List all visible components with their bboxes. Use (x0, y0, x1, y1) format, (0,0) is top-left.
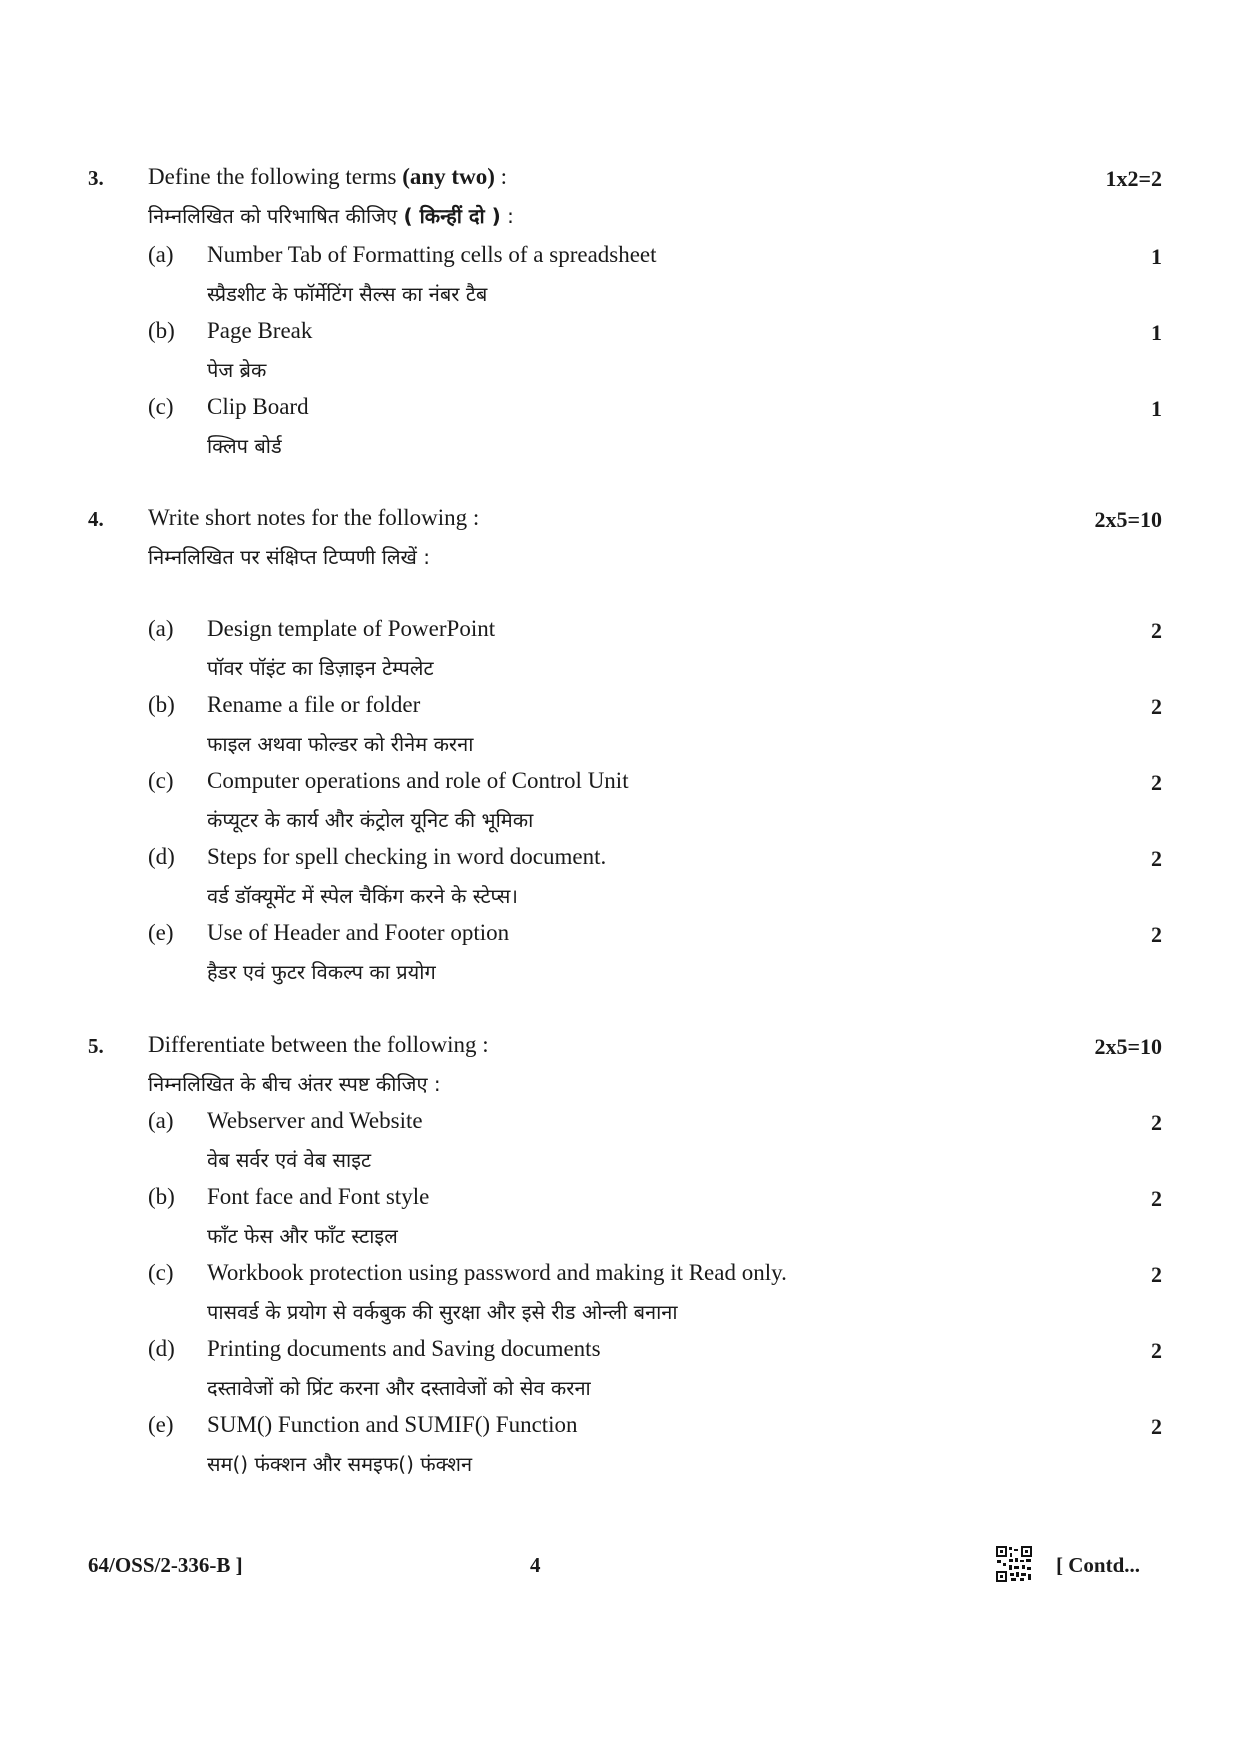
part-marks: 2 (1151, 1186, 1162, 1211)
part-text-hi: क्लिप बोर्ड (207, 434, 282, 458)
page-number: 4 (530, 1553, 541, 1577)
question-number: 3. (88, 166, 104, 190)
part-text-en: Font face and Font style (207, 1184, 430, 1209)
question-marks: 2x5=10 (1094, 1034, 1162, 1059)
part-text-en: Design template of PowerPoint (207, 616, 496, 641)
part-label: (b) (148, 1184, 175, 1209)
part-marks: 2 (1151, 1338, 1162, 1363)
part-text-hi: दस्तावेजों को प्रिंट करना और दस्तावेजों को सेव करना (207, 1376, 591, 1400)
question-text-part: Define the following terms (148, 164, 403, 189)
part-marks: 1 (1151, 396, 1162, 421)
part-text-en: Rename a file or folder (207, 692, 421, 717)
part-text-en: Webserver and Website (207, 1108, 423, 1133)
question-marks: 2x5=10 (1094, 507, 1162, 532)
part-text-hi: कंप्यूटर के कार्य और कंट्रोल यूनिट की भूमिका (207, 808, 534, 832)
part-text-en: Use of Header and Footer option (207, 920, 510, 945)
part-text-hi: पासवर्ड के प्रयोग से वर्कबुक की सुरक्षा और इसे रीड ओन्ली बनाना (207, 1300, 678, 1324)
question-text-bold: (any two) (402, 164, 495, 189)
part-marks: 2 (1151, 1110, 1162, 1135)
part-label: (e) (148, 1412, 174, 1437)
part-label: (c) (148, 1260, 174, 1285)
question-text-part: : (500, 204, 514, 228)
part-text-en: Computer operations and role of Control Unit (207, 768, 629, 793)
part-text-en: Workbook protection using password and making it Read only. (207, 1260, 787, 1285)
part-text-hi: वेब सर्वर एवं वेब साइट (207, 1148, 372, 1172)
part-text-hi: पेज ब्रेक (207, 358, 267, 382)
question-text-bold: ( किन्हीं दो ) (403, 204, 501, 228)
question-number: 5. (88, 1034, 104, 1058)
part-label: (b) (148, 692, 175, 717)
question-text-part: : (494, 164, 507, 189)
part-label: (a) (148, 1108, 174, 1133)
part-text-en: Number Tab of Formatting cells of a spreadsheet (207, 242, 657, 267)
question-marks: 1x2=2 (1105, 166, 1162, 191)
part-label: (c) (148, 394, 174, 419)
part-text-hi: पॉवर पॉइंट का डिज़ाइन टेम्पलेट (207, 656, 434, 680)
question-text-en (148, 164, 507, 190)
continued-label: [ Contd... (1056, 1553, 1141, 1577)
part-label: (a) (148, 616, 174, 641)
part-label: (b) (148, 318, 175, 343)
part-text-hi: स्प्रैडशीट के फॉर्मेटिंग सैल्स का नंबर टैब (207, 282, 488, 306)
question-text-hi: निम्नलिखित के बीच अंतर स्पष्ट कीजिए : (148, 1072, 441, 1096)
part-text-hi: हैडर एवं फुटर विकल्प का प्रयोग (207, 960, 436, 984)
question-number: 4. (88, 507, 104, 531)
part-text-hi: फॉंट फेस और फॉंट स्टाइल (207, 1224, 398, 1248)
part-marks: 1 (1151, 244, 1162, 269)
part-label: (c) (148, 768, 174, 793)
part-text-hi: फाइल अथवा फोल्डर को रीनेम करना (207, 732, 474, 756)
part-label: (d) (148, 844, 175, 869)
part-marks: 2 (1151, 618, 1162, 643)
part-marks: 2 (1151, 770, 1162, 795)
question-text-hi: निम्नलिखित पर संक्षिप्त टिप्पणी लिखें : (148, 545, 430, 569)
part-marks: 2 (1151, 922, 1162, 947)
part-text-en: Clip Board (207, 394, 309, 419)
part-text-en: Page Break (207, 318, 313, 343)
question-text-hi (148, 202, 514, 229)
part-label: (d) (148, 1336, 175, 1361)
qr-code-icon (995, 1545, 1033, 1583)
part-marks: 2 (1151, 1262, 1162, 1287)
part-marks: 1 (1151, 320, 1162, 345)
part-text-en: Printing documents and Saving documents (207, 1336, 601, 1361)
paper-code: 64/OSS/2-336-B ] (88, 1553, 243, 1577)
part-text-hi: वर्ड डॉक्यूमेंट में स्पेल चैकिंग करने के स्टेप्स। (207, 884, 518, 908)
question-text-part: निम्नलिखित को परिभाषित कीजिए (148, 204, 404, 228)
part-text-en: Steps for spell checking in word document. (207, 844, 607, 869)
part-marks: 2 (1151, 846, 1162, 871)
part-label: (a) (148, 242, 174, 267)
part-marks: 2 (1151, 1414, 1162, 1439)
question-text-en: Differentiate between the following : (148, 1032, 489, 1057)
part-text-hi: सम() फंक्शन और समइफ() फंक्शन (207, 1452, 473, 1476)
question-text-en: Write short notes for the following : (148, 505, 480, 530)
part-marks: 2 (1151, 694, 1162, 719)
part-label: (e) (148, 920, 174, 945)
part-text-en: SUM() Function and SUMIF() Function (207, 1412, 578, 1437)
